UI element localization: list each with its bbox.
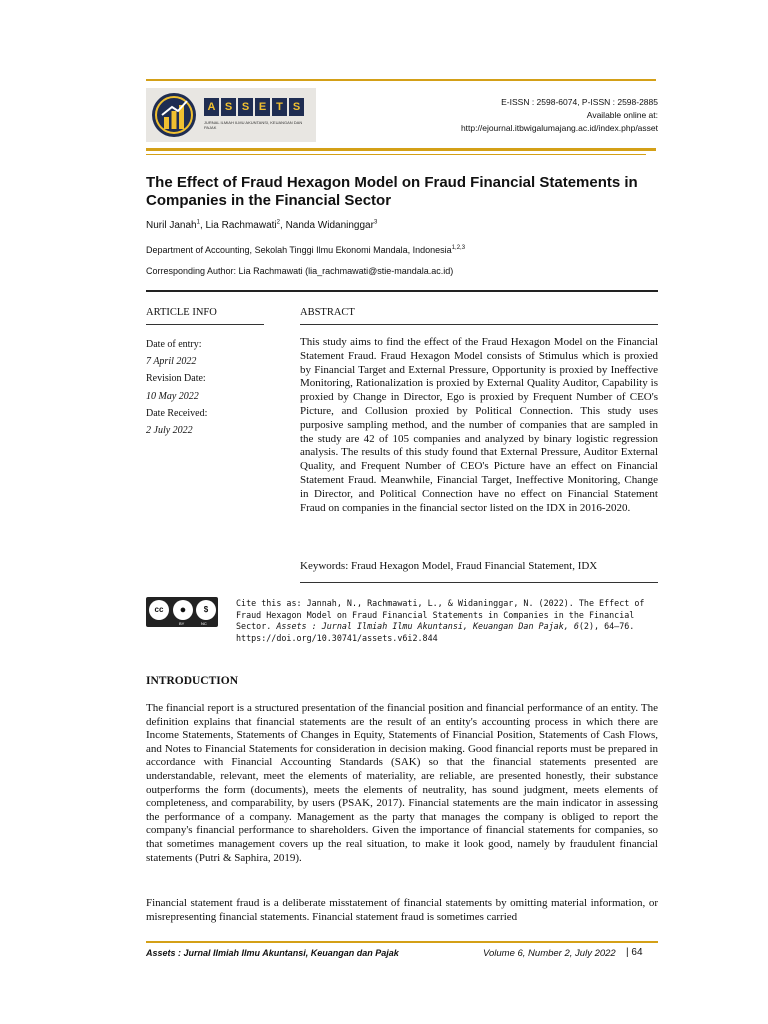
article-info-rule xyxy=(146,324,264,325)
introduction-heading: INTRODUCTION xyxy=(146,675,239,687)
body-paragraph: The financial report is a structured presentation of the financial position and financial performance of an entity. The definition explains that financial statements are the result of an entity's accounting process in which there are Income Statements, Statements of Changes in Equity, Statements of Financial Position, Statements of Cash Flows, and Notes to Financial Statements for consideration in decision making. Good financial reports must be prepared in accordance with Financial Accounting Standards (SAK) so that the financial statements presented are understandable, relevant, meet the elements of materiality, are reliable, are presented honestly, their substance outperforms the form (documents), meets the elements of neutrality, has sound judgment, meets elements of completeness, and comparability, by users (PSAK, 2017). Financial statements are the main indicator in assessing the performance of a company. Management as the party that manages the company is obliged to report the company's financial performance to shareholders. Given the importance of financial statements for companies, so that sometimes management covers up the real situation, to make it look good, namely by fraudulent financial statements (Putri & Saphira, 2019). xyxy=(146,702,658,864)
body-paragraph: Financial statement fraud is a deliberate misstatement of financial statements by omitting material information, or misrepresenting financial statements. Financial statement fraud is sometimes carried xyxy=(146,897,658,923)
author-sup: 3 xyxy=(373,219,378,226)
affiliation-text: Department of Accounting, Sekolah Tinggi Ilmu Ekonomi Mandala, Indonesia xyxy=(146,245,452,255)
logo-letter: T xyxy=(272,98,287,116)
author-name: Nanda Widaninggar xyxy=(285,220,374,231)
header-bottom-thin-rule xyxy=(146,154,646,155)
keywords: Keywords: Fraud Hexagon Model, Fraud Financial Statement, IDX xyxy=(300,560,598,572)
journal-logo xyxy=(146,88,316,142)
issn-text: E-ISSN : 2598-6074, P-ISSN : 2598-2885 xyxy=(501,97,658,107)
logo-tagline: JURNAL ILMIAH ILMU AKUNTANSI, KEUANGAN DAN PAJAK xyxy=(204,120,303,130)
cc-icon: cc xyxy=(149,600,169,620)
logo-letter: A xyxy=(204,98,219,116)
by-person-icon: ● xyxy=(173,600,193,620)
journal-issn-block xyxy=(461,96,658,135)
citation-doi-link[interactable]: https://doi.org/10.30741/assets.v6i2.844 xyxy=(236,632,438,643)
received-date-label: Date Received: xyxy=(146,407,208,419)
logo-letter: E xyxy=(255,98,270,116)
paper-title: The Effect of Fraud Hexagon Model on Fraud Financial Statements in Companies in the Financial Sector xyxy=(146,174,638,209)
abstract-text: This study aims to find the effect of the Fraud Hexagon Model on the Financial Statement Fraud. Fraud Hexagon Model consists of Stimulus which is proxied by Financial Target and External Pressure, Opportunity is proxied by Ineffective Monitoring, Rationalization is proxied by External Quality Auditor, Capability is proxied by Change in Director, Ego is proxied by Frequent Number of CEO's Picture, and Collusion proxied by Political Connection. This study uses purposive sampling method, and the number of companies that are sampled in the study are 42 of 105 companies and analyzed by binary logistic regression analysis. The results of this study found that External Pressure, Auditor External Quality, and Frequent Number of CEO's Picture have an effect on Financial Statement Fraud. Meanwhile, Financial Target, Ineffective Monitoring, Change in Director, and Political Connection have no effect on Financial Statement Fraud on companies in the financial sector listed on the IDX in 2016-2020. xyxy=(300,336,658,514)
abstract-bottom-rule xyxy=(300,582,658,583)
revision-date-label: Revision Date: xyxy=(146,373,206,385)
logo-wordmark xyxy=(204,98,304,116)
citation-journal: Assets : Jurnal Ilmiah Ilmu Akuntansi, Keuangan Dan Pajak, 6 xyxy=(276,621,579,632)
article-info-list xyxy=(146,336,207,439)
author-separator: , xyxy=(199,220,206,231)
cc-license-badge[interactable] xyxy=(146,597,218,627)
citation-issue: (2), 64–76. xyxy=(578,621,635,632)
abstract-rule xyxy=(300,324,658,325)
author-separator: , xyxy=(280,220,286,231)
affiliation xyxy=(146,245,465,255)
author-list xyxy=(146,220,377,231)
nc-dollar-icon: $ xyxy=(196,600,216,620)
citation-text: Cite this as: Jannah, N., Rachmawati, L., & Widaninggar, N. (2022). The Effect of Fraud Hexagon Model on Fraud Financial Statements in Companies in the Financial Sector. xyxy=(236,598,645,632)
journal-logo-icon xyxy=(150,91,198,139)
cc-nc-label: NC xyxy=(201,621,207,626)
cc-by-label: BY xyxy=(179,621,185,626)
citation-block xyxy=(236,598,660,644)
revision-date-value: 10 May 2022 xyxy=(146,390,199,402)
footer-rule xyxy=(146,941,658,943)
abstract-heading: ABSTRACT xyxy=(300,307,355,318)
entry-date-value: 7 April 2022 xyxy=(146,356,197,368)
footer-page-number: | 64 xyxy=(626,947,643,958)
author-sup: 2 xyxy=(276,219,280,226)
logo-letter: S xyxy=(289,98,304,116)
received-date-value: 2 July 2022 xyxy=(146,425,193,437)
article-info-heading: ARTICLE INFO xyxy=(146,307,217,318)
header-bottom-rule xyxy=(146,148,656,151)
author-name: Lia Rachmawati xyxy=(205,220,277,231)
author-name: Nuril Janah xyxy=(146,220,197,231)
author-sup: 1 xyxy=(196,219,200,226)
affiliation-sup: 1,2,3 xyxy=(451,245,466,251)
header-top-rule xyxy=(146,79,656,81)
available-online-text: Available online at: xyxy=(586,110,658,120)
corresponding-author: Corresponding Author: Lia Rachmawati (lia_rachmawati@stie-mandala.ac.id) xyxy=(146,266,454,276)
logo-letter: S xyxy=(238,98,253,116)
footer-journal-name: Assets : Jurnal Ilmiah Ilmu Akuntansi, Keuangan dan Pajak xyxy=(146,948,399,958)
section-divider xyxy=(146,290,658,292)
entry-date-label: Date of entry: xyxy=(146,339,202,350)
journal-url-link[interactable]: http://ejournal.itbwigalumajang.ac.id/index.php/asset xyxy=(460,123,658,133)
logo-letter: S xyxy=(221,98,236,116)
footer-volume: Volume 6, Number 2, July 2022 xyxy=(483,948,616,959)
